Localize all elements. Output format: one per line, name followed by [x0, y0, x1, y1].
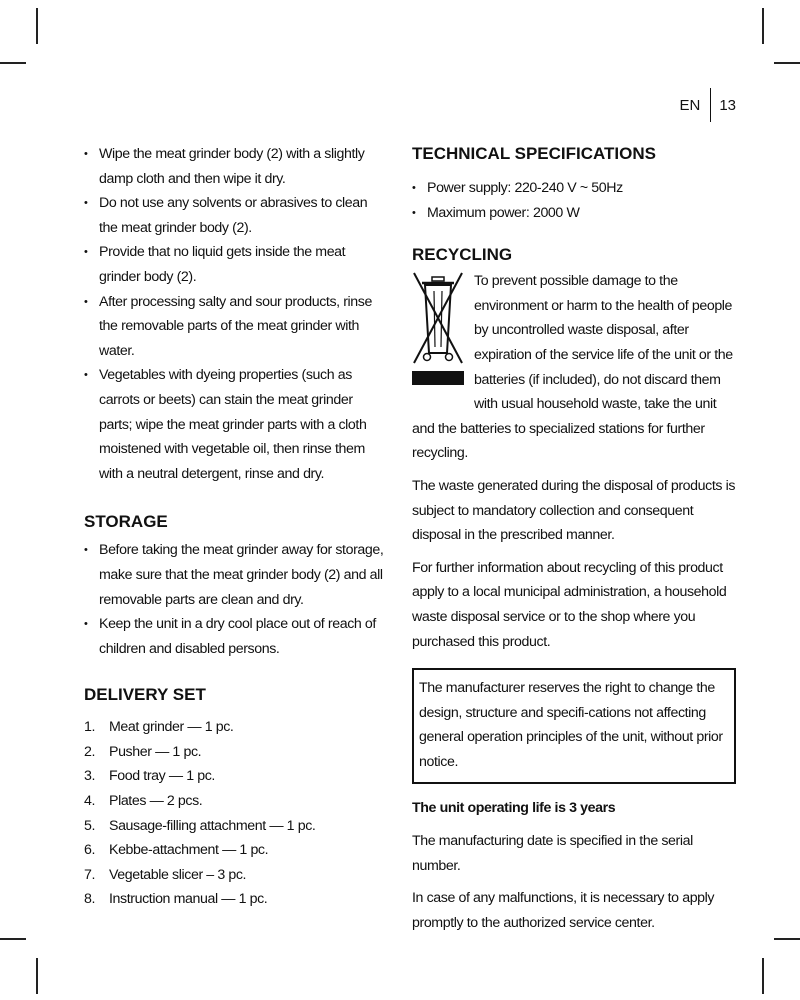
recycling-paragraph: For further information about recycling of this product apply to a local municipal administration, a household waste disposal service or to the shop where you purchased this product.: [412, 559, 727, 650]
recycling-intro: To prevent possible damage to the environment or harm to the health of people by uncontrolled waste disposal, after expiration of the service life of the unit or the batteries (if included), do not discard them with usual household waste, take the unit and the batteries to specialized stations for further recycling.: [412, 273, 733, 462]
recycling-heading: RECYCLING: [412, 245, 513, 265]
list-item: • Before taking the meat grinder away for storage, make sure that the meat grinder body (2) and all removable parts are clean and dry.: [84, 538, 384, 612]
crop-mark: [36, 8, 38, 44]
storage-heading: STORAGE: [84, 512, 168, 532]
item-number: 6.: [84, 842, 96, 859]
crop-mark: [0, 62, 26, 64]
item-number: 8.: [84, 891, 96, 908]
item-number: 3.: [84, 768, 96, 785]
list-item: [84, 838, 384, 863]
list-item: [84, 715, 384, 740]
language-code: EN: [679, 96, 701, 114]
item-text: Food tray — 1 pc.: [109, 768, 215, 785]
item-text: Plates — 2 pcs.: [109, 793, 203, 810]
care-list: [84, 142, 384, 486]
crop-mark: [762, 8, 764, 44]
crop-mark: [36, 958, 38, 994]
list-item: • Wipe the meat grinder body (2) with a slightly damp cloth and then wipe it dry.: [84, 142, 384, 191]
item-number: 4.: [84, 793, 96, 810]
list-item: [84, 887, 384, 912]
list-item: • Maximum power: 2000 W: [412, 201, 736, 226]
operating-life: The unit operating life is 3 years: [412, 800, 616, 817]
list-item: [84, 814, 384, 839]
page-header: [679, 88, 736, 122]
item-text: Meat grinder — 1 pc.: [109, 719, 234, 736]
item-number: 1.: [84, 719, 96, 736]
list-item: [84, 740, 384, 765]
item-number: 5.: [84, 817, 96, 834]
crop-mark: [0, 938, 26, 940]
recycling-section: [412, 269, 736, 466]
notice-text: The manufacturer reserves the right to change the design, structure and specifi-cations not affecting general operation principles of the unit, without prior notice.: [419, 680, 723, 770]
item-text: Kebbe-attachment — 1 pc.: [109, 842, 269, 859]
item-text: Sausage-filling attachment — 1 pc.: [109, 817, 316, 834]
list-item: • Provide that no liquid gets inside the meat grinder body (2).: [84, 240, 384, 289]
page-number: 13: [719, 96, 736, 114]
manufacturing-date-info: The manufacturing date is specified in the serial number.: [412, 833, 693, 874]
list-item: • Vegetables with dyeing properties (such as carrots or beets) can stain the meat grinder parts; wipe the meat grinder parts with a cloth moistened with vegetable oil, then rinse them with a neutral detergent, rinse and dry.: [84, 363, 384, 486]
list-item: [84, 863, 384, 888]
crop-mark: [774, 62, 800, 64]
list-item: [84, 764, 384, 789]
list-item: [84, 789, 384, 814]
list-item: • After processing salty and sour products, rinse the removable parts of the meat grinder with water.: [84, 290, 384, 364]
delivery-set-heading: DELIVERY SET: [84, 685, 206, 705]
recycling-paragraph: The waste generated during the disposal of products is subject to mandatory collection and consequent disposal in the prescribed manner.: [412, 477, 736, 544]
item-text: Instruction manual — 1 pc.: [109, 891, 268, 908]
item-text: Vegetable slicer – 3 pc.: [109, 866, 247, 883]
service-info: In case of any malfunctions, it is necessary to apply promptly to the authorized service center.: [412, 890, 715, 931]
specs-list: [412, 176, 736, 225]
tech-specs-heading: TECHNICAL SPECIFICATIONS: [412, 144, 656, 163]
list-item: • Keep the unit in a dry cool place out of reach of children and disabled persons.: [84, 612, 384, 661]
item-number: 7.: [84, 866, 96, 883]
crossed-out-bin-icon: [412, 271, 464, 389]
header-divider: [710, 88, 711, 122]
list-item: • Power supply: 220-240 V ~ 50Hz: [412, 176, 736, 201]
delivery-list: [84, 715, 384, 912]
storage-list: [84, 538, 384, 661]
crop-mark: [774, 938, 800, 940]
right-column: [412, 142, 736, 935]
left-column: [84, 142, 384, 912]
item-number: 2.: [84, 743, 96, 760]
crop-mark: [762, 958, 764, 994]
list-item: • Do not use any solvents or abrasives to clean the meat grinder body (2).: [84, 191, 384, 240]
manufacturer-notice: [412, 668, 736, 784]
item-text: Pusher — 1 pc.: [109, 743, 202, 760]
